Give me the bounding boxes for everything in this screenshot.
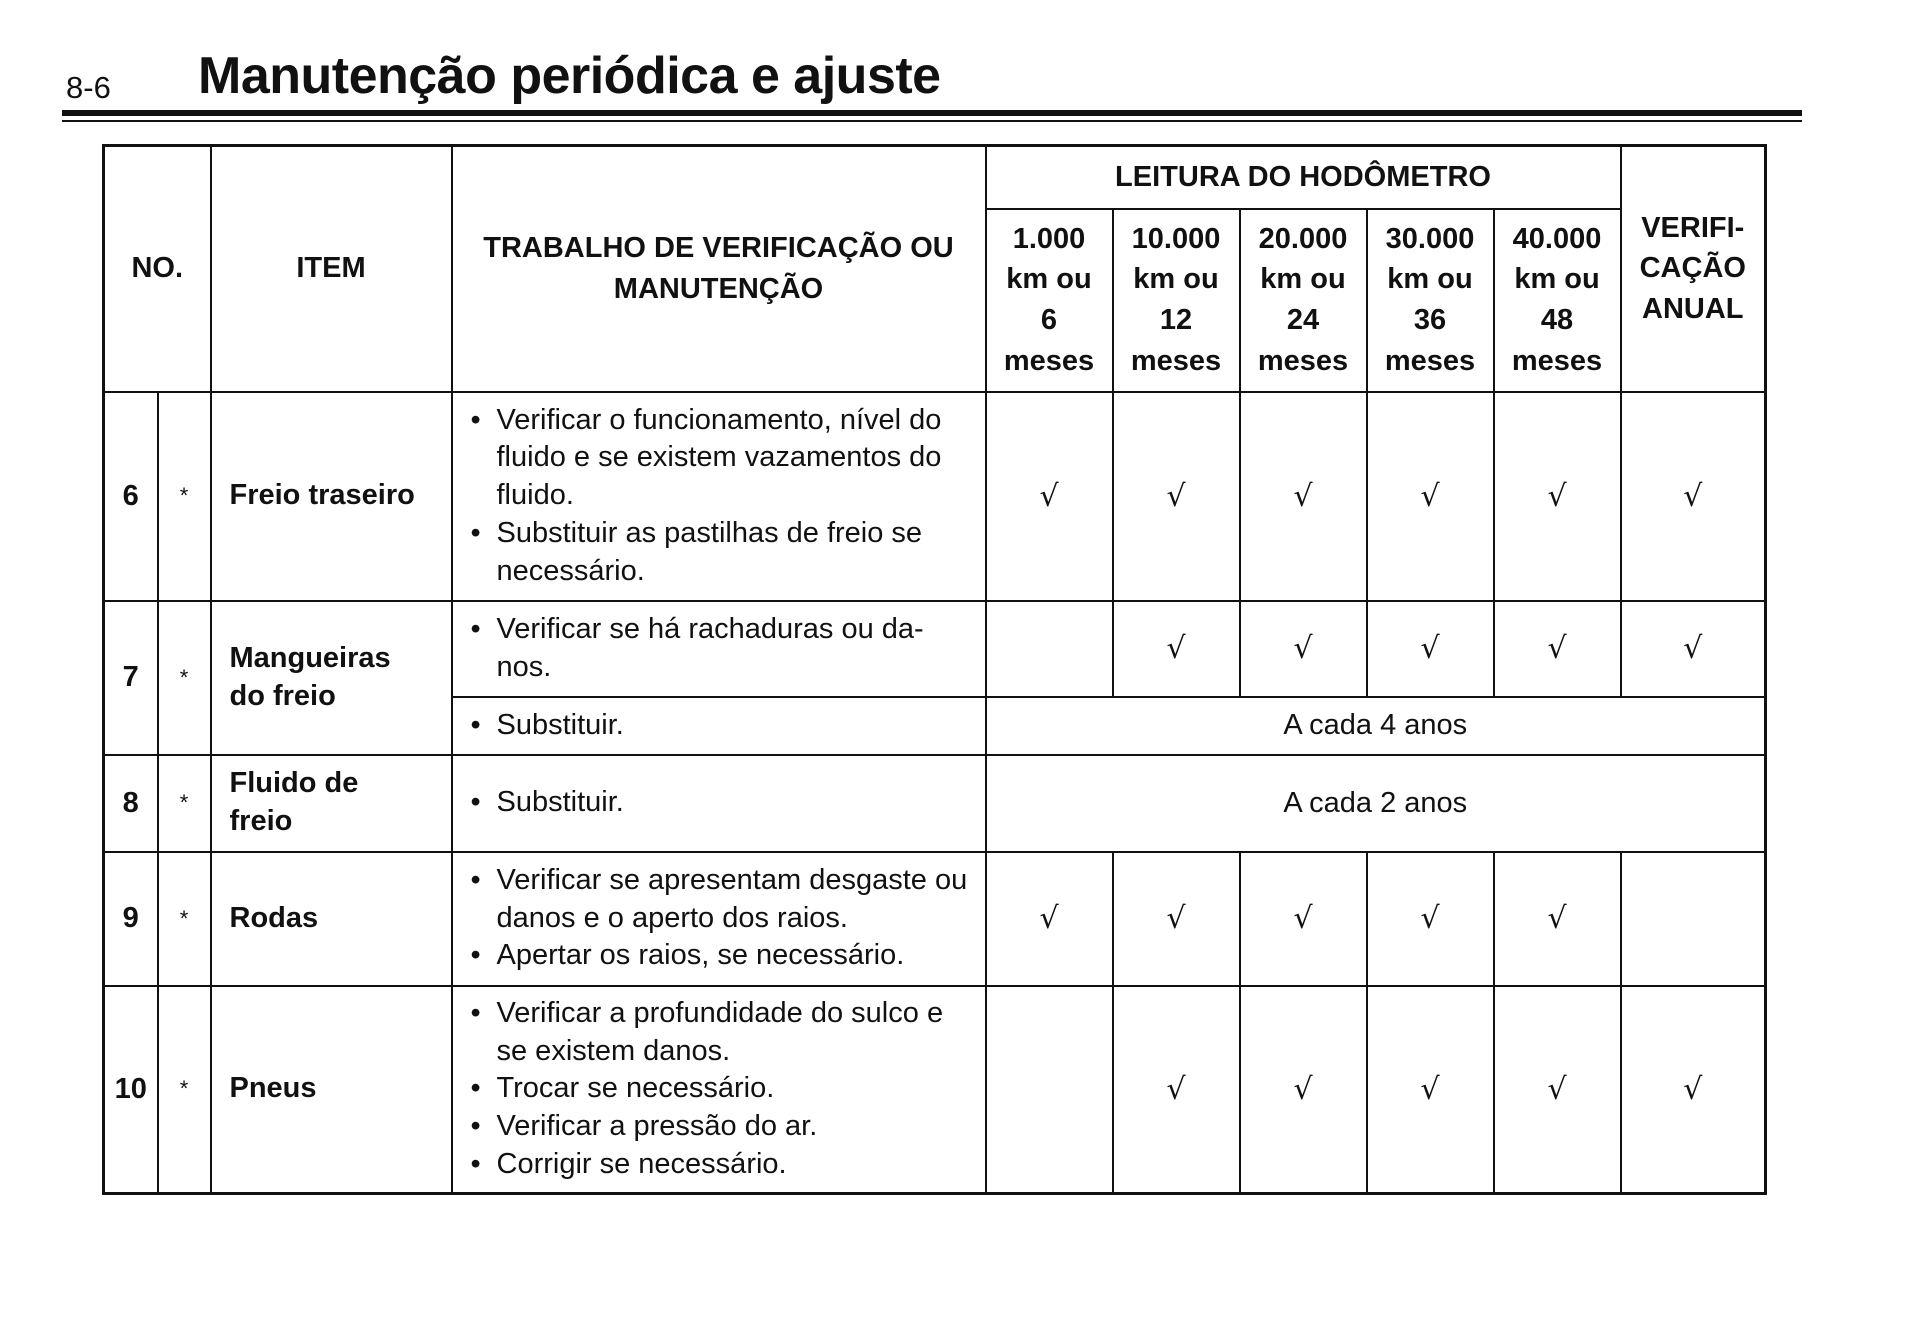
- task-item: • Apertar os raios, se necessário.: [471, 937, 975, 975]
- task-item: • Verificar a pressão do ar.: [471, 1108, 975, 1146]
- check-mark: √: [1621, 392, 1766, 601]
- check-mark: √: [1367, 852, 1494, 986]
- row-tasks: [452, 852, 986, 986]
- check-mark: √: [1494, 392, 1621, 601]
- check-mark: √: [1240, 986, 1367, 1194]
- row-mark: *: [158, 852, 211, 986]
- row-item: Mangueiras do freio: [211, 601, 452, 755]
- annual-line-1: VERIFI-: [1641, 211, 1745, 244]
- check-mark: √: [1494, 852, 1621, 986]
- check-mark: √: [1367, 601, 1494, 697]
- check-mark: √: [1240, 852, 1367, 986]
- row-item: Freio traseiro: [211, 392, 452, 601]
- row-item: Fluido de freio: [211, 755, 452, 852]
- interval-span-text: A cada 4 anos: [986, 697, 1766, 755]
- row-tasks: [452, 697, 986, 755]
- interval-header: 30.000 km ou 36 meses: [1367, 209, 1494, 392]
- task-item: • Substituir as pastilhas de freio se necessário.: [471, 515, 975, 590]
- row-number: 7: [104, 601, 158, 755]
- table-row: [104, 392, 1766, 601]
- check-mark: √: [986, 392, 1113, 601]
- row-number: 8: [104, 755, 158, 852]
- interval-span-text: A cada 2 anos: [986, 755, 1766, 852]
- row-mark: *: [158, 601, 211, 755]
- col-header-odometer: LEITURA DO HODÔMETRO: [986, 146, 1621, 209]
- row-item: Rodas: [211, 852, 452, 986]
- page-header: [62, 42, 1802, 122]
- table-row: [104, 986, 1766, 1194]
- empty-cell: [986, 986, 1113, 1194]
- task-item: • Verificar se há rachaduras ou da-nos.: [471, 611, 975, 686]
- check-mark: √: [1113, 986, 1240, 1194]
- check-mark: √: [1113, 601, 1240, 697]
- header-rule-thick: [62, 110, 1802, 116]
- annual-line-3: ANUAL: [1642, 293, 1744, 326]
- interval-header: 40.000 km ou 48 meses: [1494, 209, 1621, 392]
- check-mark: √: [1621, 601, 1766, 697]
- check-mark: √: [1494, 601, 1621, 697]
- task-item: • Trocar se necessário.: [471, 1070, 975, 1108]
- empty-cell: [1621, 852, 1766, 986]
- task-item: • Corrigir se necessário.: [471, 1146, 975, 1184]
- row-number: 10: [104, 986, 158, 1194]
- interval-header: 20.000 km ou 24 meses: [1240, 209, 1367, 392]
- task-item: • Verificar a profundidade do sulco e se existem danos.: [471, 995, 975, 1070]
- row-tasks: [452, 392, 986, 601]
- check-mark: √: [1367, 986, 1494, 1194]
- row-number: 9: [104, 852, 158, 986]
- check-mark: √: [1240, 392, 1367, 601]
- check-mark: √: [1113, 392, 1240, 601]
- check-mark: √: [1113, 852, 1240, 986]
- header-row-1: [104, 146, 1766, 209]
- table-row: [104, 852, 1766, 986]
- row-tasks: [452, 755, 986, 852]
- row-mark: *: [158, 986, 211, 1194]
- maintenance-schedule-table: [102, 144, 1767, 1195]
- interval-header: 1.000 km ou 6 meses: [986, 209, 1113, 392]
- page-title: Manutenção periódica e ajuste: [198, 47, 941, 105]
- check-mark: √: [1494, 986, 1621, 1194]
- row-tasks: [452, 601, 986, 697]
- col-header-item: ITEM: [211, 146, 452, 392]
- check-mark: √: [986, 852, 1113, 986]
- col-header-annual: [1621, 146, 1766, 392]
- page-number: 8-6: [66, 70, 111, 105]
- row-item: Pneus: [211, 986, 452, 1194]
- interval-header: 10.000 km ou 12 meses: [1113, 209, 1240, 392]
- task-item: • Substituir.: [471, 707, 975, 745]
- col-header-work: TRABALHO DE VERIFICAÇÃO OU MANUTENÇÃO: [452, 146, 986, 392]
- header-rule-thin: [62, 120, 1802, 122]
- check-mark: √: [1240, 601, 1367, 697]
- task-item: • Substituir.: [471, 784, 975, 822]
- table-row: [104, 755, 1766, 852]
- annual-line-2: CAÇÃO: [1639, 252, 1746, 285]
- col-header-no: NO.: [104, 146, 211, 392]
- row-tasks: [452, 986, 986, 1194]
- row-number: 6: [104, 392, 158, 601]
- table-row: [104, 601, 1766, 697]
- task-item: • Verificar se apresentam desgaste ou danos e o aperto dos raios.: [471, 862, 975, 937]
- row-mark: *: [158, 755, 211, 852]
- row-mark: *: [158, 392, 211, 601]
- task-item: • Verificar o funcionamento, nível do fluido e se existem vazamentos do fluido.: [471, 402, 975, 515]
- check-mark: √: [1621, 986, 1766, 1194]
- check-mark: √: [1367, 392, 1494, 601]
- empty-cell: [986, 601, 1113, 697]
